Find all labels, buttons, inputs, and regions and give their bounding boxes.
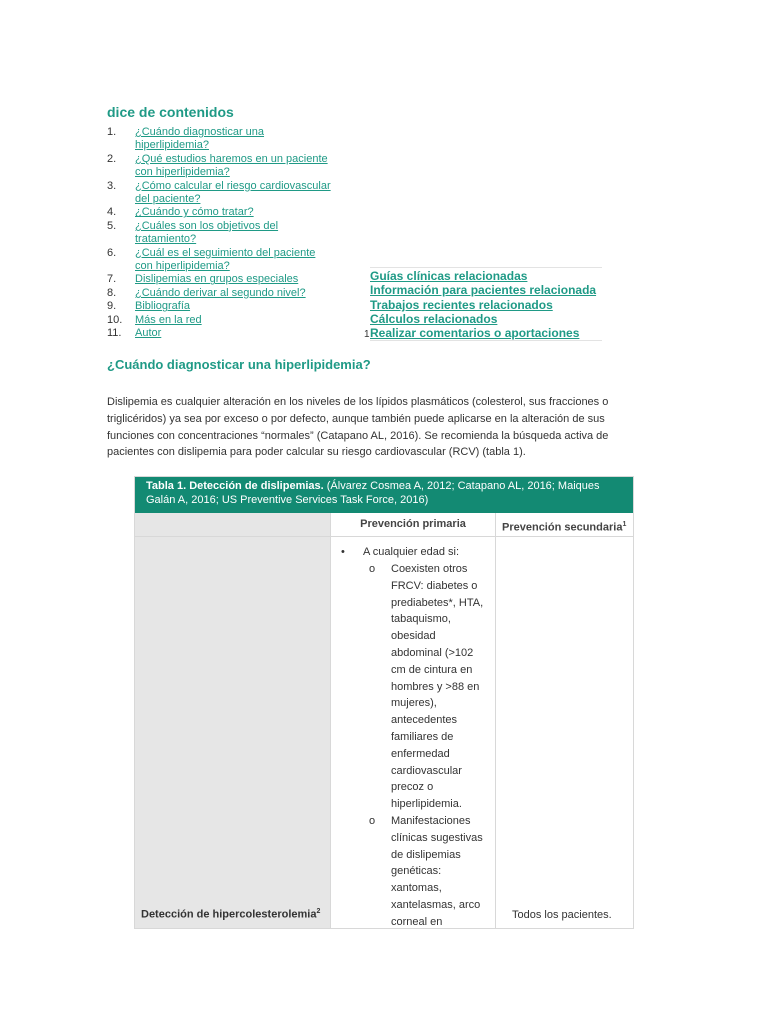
section-heading: ¿Cuándo diagnosticar una hiperlipidemia? [107, 357, 371, 372]
toc-item-link-line: ¿Cuándo derivar al segundo nivel? [135, 286, 306, 299]
sub-marker: o [369, 815, 376, 827]
intro-paragraph: Dislipemia es cualquier alteración en los niveles de los lípidos plasmáticos (colesterol, sus fracciones o triglicéridos) ya sea por exceso o por defecto, aunque también puede aplicarse en la alteración de sus funciones con concentraciones “normales” (Catapano AL, 2016). Se recomienda la búsqueda activa de pacientes con dislipemia para poder calcular su riesgo cardiovascular (RCV) (tabla 1). [107, 396, 609, 459]
sub-item-line: xantelasmas, arco [391, 898, 481, 911]
toc-item [107, 180, 347, 207]
toc-title: dice de contenidos [107, 104, 234, 120]
toc-item-link-line: con hiperlipidemia? [135, 166, 230, 179]
toc-item [107, 206, 347, 219]
sub-item-line: Manifestaciones [391, 815, 471, 827]
toc-item-link[interactable] [135, 327, 161, 340]
sub-item-line: abdominal (>102 [391, 646, 474, 659]
header-empty-cell [135, 513, 331, 536]
sub-item-line: hiperlipidemia. [391, 798, 462, 811]
toc-item-link-line: ¿Cuáles son los objetivos del [135, 219, 279, 232]
toc-item-link-line: hiperlipidemia? [135, 139, 209, 152]
sub-item-line: mujeres), [391, 697, 437, 710]
bullet-text: A cualquier edad si: [363, 546, 460, 558]
bullet-marker: • [341, 546, 345, 558]
toc-item-number: 2. [107, 152, 117, 165]
detection-table [134, 476, 634, 929]
toc-item-link[interactable] [135, 273, 298, 286]
related-link[interactable]: Cálculos relacionados [370, 311, 498, 326]
toc-item-link-line: Más en la red [135, 313, 202, 326]
related-link[interactable]: Información para pacientes relacionada [370, 283, 597, 298]
sub-item-line: FRCV: diabetes o [391, 579, 478, 592]
toc-item-link-line: ¿Cuál es el seguimiento del paciente [135, 246, 316, 259]
toc-item [107, 247, 347, 274]
toc-item-number: 1. [107, 126, 117, 138]
header-secondary-label: Prevención secundaria [502, 521, 623, 534]
toc-item-link[interactable] [135, 126, 264, 153]
table-caption-title: Tabla 1. Detección de dislipemias. [146, 480, 324, 492]
toc-item-number: 5. [107, 219, 117, 232]
sub-item-line: enfermedad [391, 747, 450, 760]
secondary-value: Todos los pacientes. [512, 909, 612, 921]
toc-item-number: 3. [107, 179, 117, 192]
toc-item-number: 6. [107, 246, 117, 259]
header-primary-prevention: Prevención primaria [331, 513, 496, 536]
row-label-sup: 2 [316, 908, 321, 916]
row-label [141, 908, 320, 921]
toc-item-link[interactable] [135, 220, 278, 247]
secondary-prevention-cell [496, 537, 633, 929]
sub-item-line: genéticas: [391, 865, 442, 878]
toc-item [107, 287, 347, 300]
toc-item-link[interactable] [135, 153, 328, 180]
related-link[interactable]: Realizar comentarios o aportaciones [370, 326, 580, 341]
toc-item-number: 9. [107, 300, 117, 313]
sub-item-line: familiares de [391, 730, 454, 743]
toc-item-link-line: Dislipemias en grupos especiales [135, 273, 299, 286]
toc-item-link[interactable] [135, 180, 331, 207]
toc-item [107, 220, 347, 247]
toc-item-number: 4. [107, 206, 117, 219]
toc-item-link-line: Bibliografía [135, 300, 191, 313]
toc-item [107, 273, 347, 286]
toc-item-link[interactable] [135, 206, 254, 219]
toc-item-link-line: ¿Cómo calcular el riesgo cardiovascular [135, 179, 331, 192]
toc-item [107, 300, 347, 313]
toc-item-link-line: Autor [135, 327, 162, 340]
toc-item [107, 314, 347, 327]
toc-item-link-line: del paciente? [135, 193, 201, 206]
table-row [135, 537, 633, 929]
toc-item-number: 10. [107, 313, 123, 326]
toc-item [107, 126, 347, 153]
toc-item-number: 8. [107, 286, 117, 299]
sub-item-line: tabaquismo, [391, 613, 451, 626]
sub-item-line: obesidad [391, 630, 436, 643]
sub-item-line: cardiovascular [391, 764, 462, 777]
toc-item-link[interactable] [135, 287, 306, 300]
sub-item-line: corneal en [391, 915, 443, 928]
table-header-row [135, 513, 633, 537]
sub-marker: o [369, 563, 376, 575]
toc-item-link-line: ¿Qué estudios haremos en un paciente [135, 152, 328, 165]
sub-item-line: prediabetes*, HTA, [391, 596, 484, 609]
toc-item-link[interactable] [135, 300, 190, 313]
toc-item-link-line: con hiperlipidemia? [135, 260, 230, 273]
table-caption [135, 477, 633, 513]
sub-item-line: hombres y >88 en [391, 680, 480, 693]
toc-item-link-line: ¿Cuándo diagnosticar una [135, 126, 265, 138]
related-link[interactable]: Guías clínicas relacionadas [370, 269, 528, 283]
sub-item-line: Coexisten otros [391, 563, 468, 575]
toc-item-link-line: ¿Cuándo y cómo tratar? [135, 206, 254, 219]
sub-item-frcv-text [391, 561, 501, 813]
toc-item-number: 11. [107, 327, 122, 340]
row-label-cell [135, 537, 331, 929]
toc-item [107, 153, 347, 180]
sub-item-line: precoz o [391, 781, 434, 794]
related-links-box [370, 267, 602, 341]
header-secondary-sup: 1 [622, 521, 627, 528]
primary-prevention-cell [331, 537, 496, 929]
sub-item-line: xantomas, [391, 882, 442, 895]
table-caption-refs: (Álvarez Cosmea A, 2012; Catapano AL, 2016; Maiques Galán A, 2016; US Preventive Services Task Force, 2016) [146, 480, 600, 506]
related-marker: 1 [364, 329, 370, 340]
toc-item-number: 7. [107, 273, 117, 286]
sub-item-line: cm de cintura en [391, 663, 473, 676]
row-label-text: Detección de hipercolesterolemia [141, 909, 317, 921]
related-link[interactable]: Trabajos recientes relacionados [370, 297, 553, 312]
sub-item-genetic-text [391, 813, 501, 929]
sub-item-line: clínicas sugestivas [391, 831, 483, 844]
sub-item-line: de dislipemias [391, 848, 461, 861]
toc-item-link[interactable] [135, 314, 202, 327]
toc-item [107, 327, 347, 340]
toc-item-link[interactable] [135, 247, 315, 274]
toc-list [107, 126, 347, 341]
toc-item-link-line: tratamiento? [135, 233, 197, 246]
header-secondary-prevention [496, 513, 633, 536]
sub-item-line: antecedentes [391, 714, 458, 727]
